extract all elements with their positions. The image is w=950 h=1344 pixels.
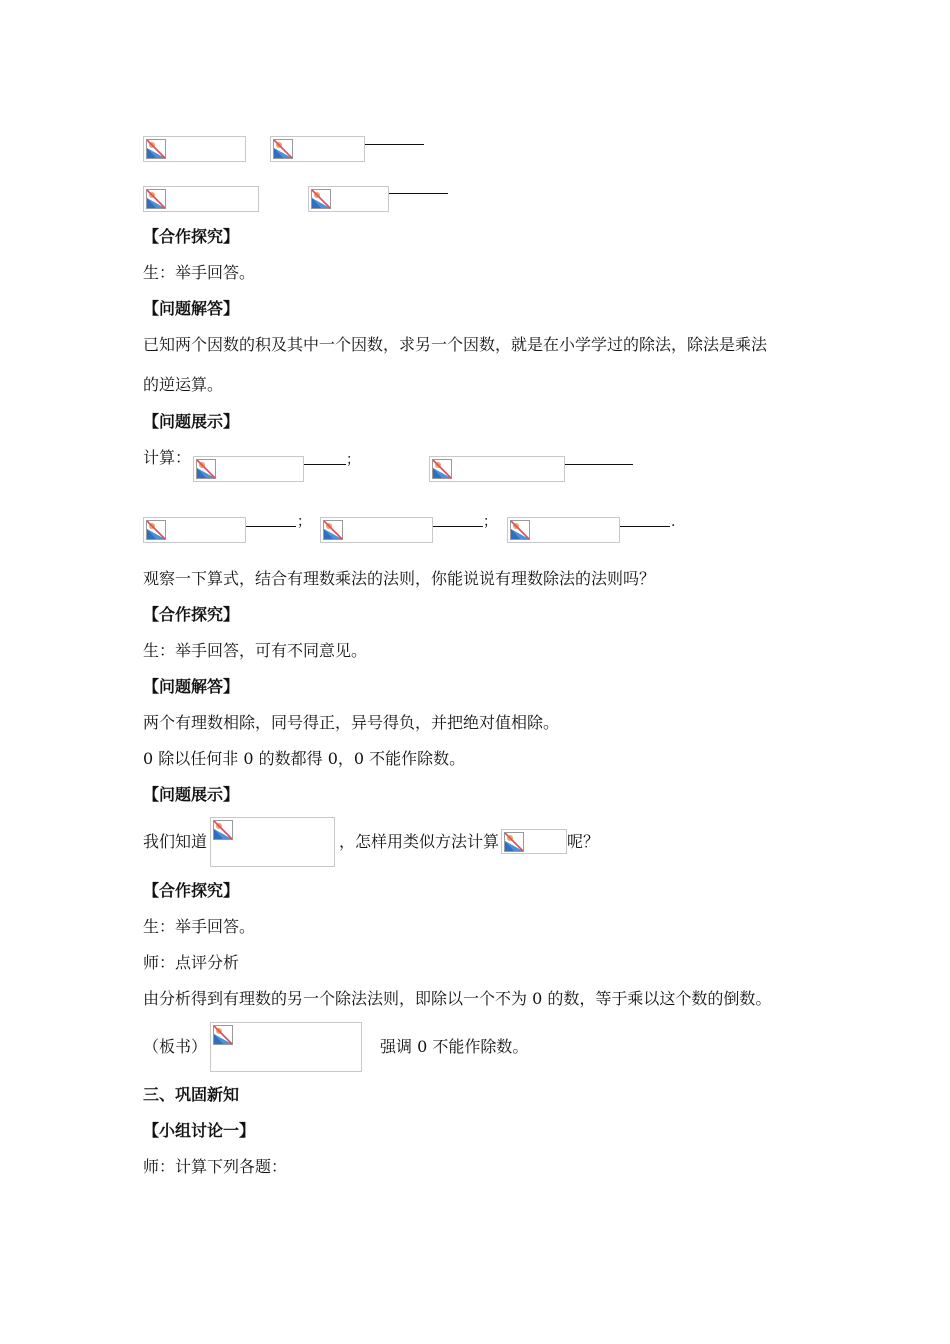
formula-image — [143, 136, 246, 162]
answer-blank — [389, 193, 448, 194]
formula-image — [143, 517, 246, 543]
broken-image-icon — [145, 138, 165, 158]
answer-blank — [565, 464, 633, 465]
answer-blank — [433, 526, 483, 527]
paragraph: 师：计算下列各题： — [143, 1157, 288, 1176]
board-label: （板书） — [143, 1037, 208, 1056]
paragraph: 生：举手回答，可有不同意见。 — [143, 641, 368, 660]
formula-image — [210, 1022, 362, 1072]
paragraph: 两个有理数相除，同号得正，异号得负，并把绝对值相除。 — [143, 713, 560, 732]
semicolon: ； — [346, 452, 360, 468]
section-heading: 【合作探究】 — [143, 881, 240, 900]
broken-image-icon — [509, 519, 529, 539]
broken-image-icon — [310, 188, 330, 208]
broken-image-icon — [212, 1024, 232, 1044]
section-heading: 【问题展示】 — [143, 785, 240, 804]
broken-image-icon — [145, 188, 165, 208]
calc-label: 计算： — [143, 448, 192, 467]
section-heading: 【合作探究】 — [143, 227, 240, 246]
paragraph-suffix: 呢？ — [567, 832, 600, 851]
answer-blank — [246, 526, 296, 527]
formula-image — [429, 456, 565, 482]
paragraph: 生：举手回答。 — [143, 917, 256, 936]
semicolon: ； — [297, 514, 311, 530]
paragraph: 强调 0 不能作除数。 — [380, 1037, 529, 1056]
paragraph: 观察一下算式，结合有理数乘法的法则，你能说说有理数除法的法则吗？ — [143, 569, 656, 588]
section-heading: 【问题展示】 — [143, 412, 240, 431]
answer-blank — [620, 526, 670, 527]
paragraph: 由分析得到有理数的另一个除法法则，即除以一个不为 0 的数，等于乘以这个数的倒数。 — [143, 989, 772, 1008]
formula-image — [308, 186, 389, 212]
formula-image — [270, 136, 365, 162]
section-heading: 【问题解答】 — [143, 299, 240, 318]
semicolon: ； — [483, 514, 497, 530]
broken-image-icon — [322, 519, 342, 539]
broken-image-icon — [145, 519, 165, 539]
formula-image — [507, 517, 620, 543]
paragraph: 的逆运算。 — [143, 375, 224, 394]
broken-image-icon — [272, 138, 292, 158]
formula-image — [143, 186, 259, 212]
formula-image — [193, 456, 304, 482]
paragraph: 师：点评分析 — [143, 953, 240, 972]
section-heading: 【合作探究】 — [143, 605, 240, 624]
answer-blank — [304, 464, 346, 465]
formula-image — [501, 829, 567, 854]
broken-image-icon — [503, 831, 523, 851]
paragraph-prefix: 我们知道 — [143, 832, 208, 851]
section-heading: 【问题解答】 — [143, 677, 240, 696]
answer-blank — [365, 144, 424, 145]
paragraph: 0 除以任何非 0 的数都得 0，0 不能作除数。 — [143, 749, 466, 768]
paragraph: 生：举手回答。 — [143, 263, 256, 282]
section-heading: 三、巩固新知 — [143, 1085, 240, 1104]
period: . — [671, 514, 676, 530]
broken-image-icon — [195, 458, 215, 478]
broken-image-icon — [212, 819, 232, 839]
formula-image — [320, 517, 433, 543]
paragraph-middle: ，怎样用类似方法计算 — [339, 832, 500, 851]
paragraph: 已知两个因数的积及其中一个因数，求另一个因数，就是在小学学过的除法，除法是乘法 — [143, 335, 768, 354]
formula-image — [210, 817, 335, 867]
broken-image-icon — [431, 458, 451, 478]
section-heading: 【小组讨论一】 — [143, 1121, 256, 1140]
